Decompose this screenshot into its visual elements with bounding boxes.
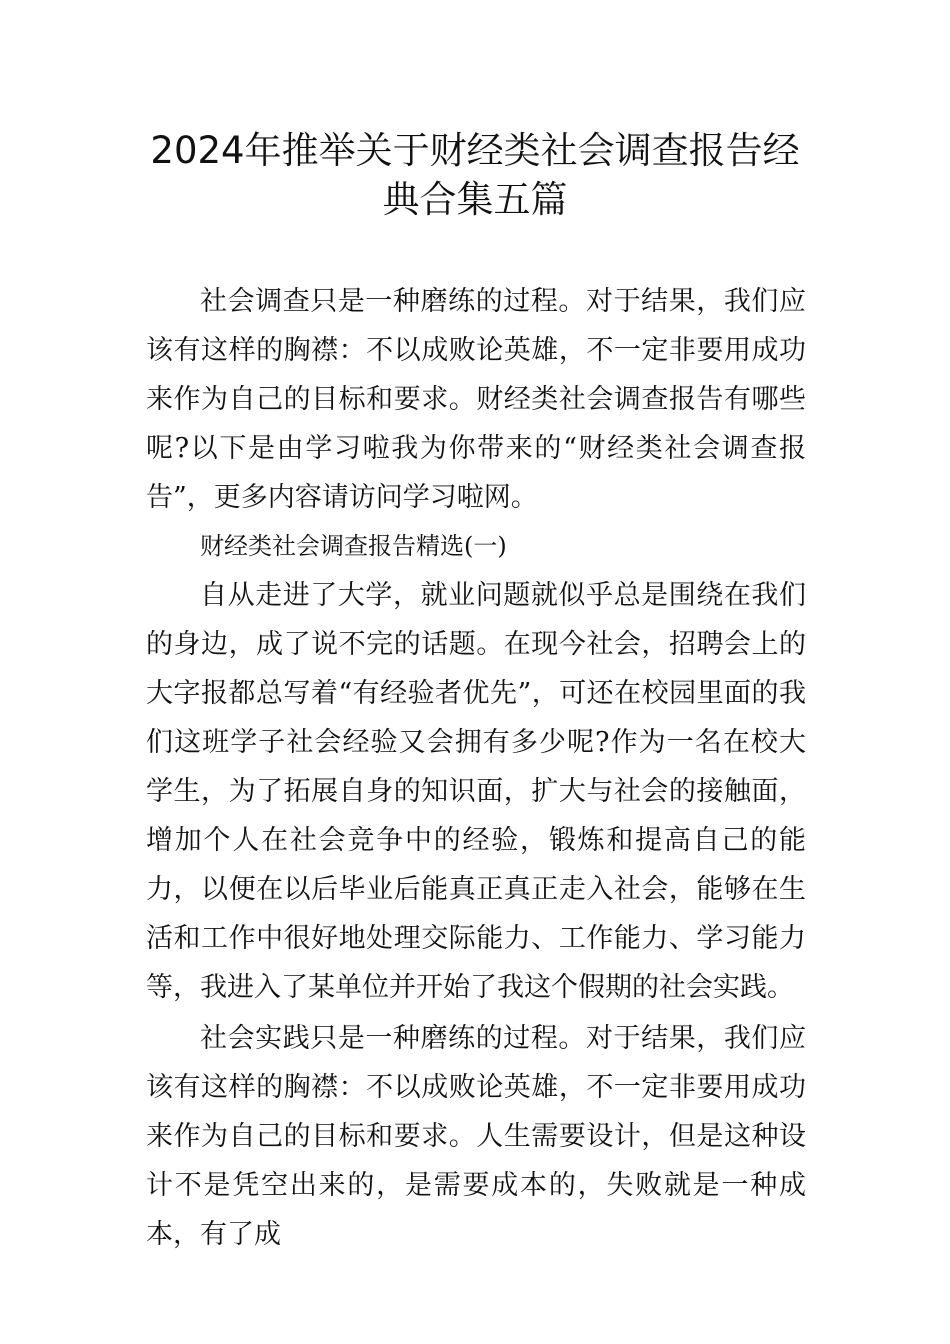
page-title-line-2: 典合集五篇	[382, 178, 568, 221]
intro-paragraph: 社会调查只是一种磨练的过程。对于结果，我们应该有这样的胸襟：不以成败论英雄，不一定非要用成功来作为自己的目标和要求。财经类社会调查报告有哪些呢?以下是由学习啦我为你带来的“财经类社会调查报告”，更多内容请访问学习啦网。	[146, 286, 806, 513]
body-paragraph-1: 自从走进了大学，就业问题就似乎总是围绕在我们的身边，成了说不完的话题。在现今社会，招聘会上的大字报都总写着“有经验者优先”，可还在校园里面的我们这班学子社会经验又会拥有多少呢?作为一名在校大学生，为了拓展自身的知识面，扩大与社会的接触面，增加个人在社会竞争中的经验，锻炼和提高自己的能力，以便在以后毕业后能真正真正走入社会，能够在生活和工作中很好地处理交际能力、工作能力、学习能力等，我进入了某单位并开始了我这个假期的社会实践。	[146, 580, 806, 1003]
document-body	[146, 277, 806, 1259]
page-title-line-1: 2024年推举关于财经类社会调查报告经	[150, 129, 800, 172]
section-heading: 财经类社会调查报告精选(一)	[200, 532, 507, 560]
body-paragraph-2: 社会实践只是一种磨练的过程。对于结果，我们应该有这样的胸襟：不以成败论英雄，不一定非要用成功来作为自己的目标和要求。人生需要设计，但是这种设计不是凭空出来的，是需要成本的，失败就是一种成本，有了成	[146, 1023, 806, 1250]
